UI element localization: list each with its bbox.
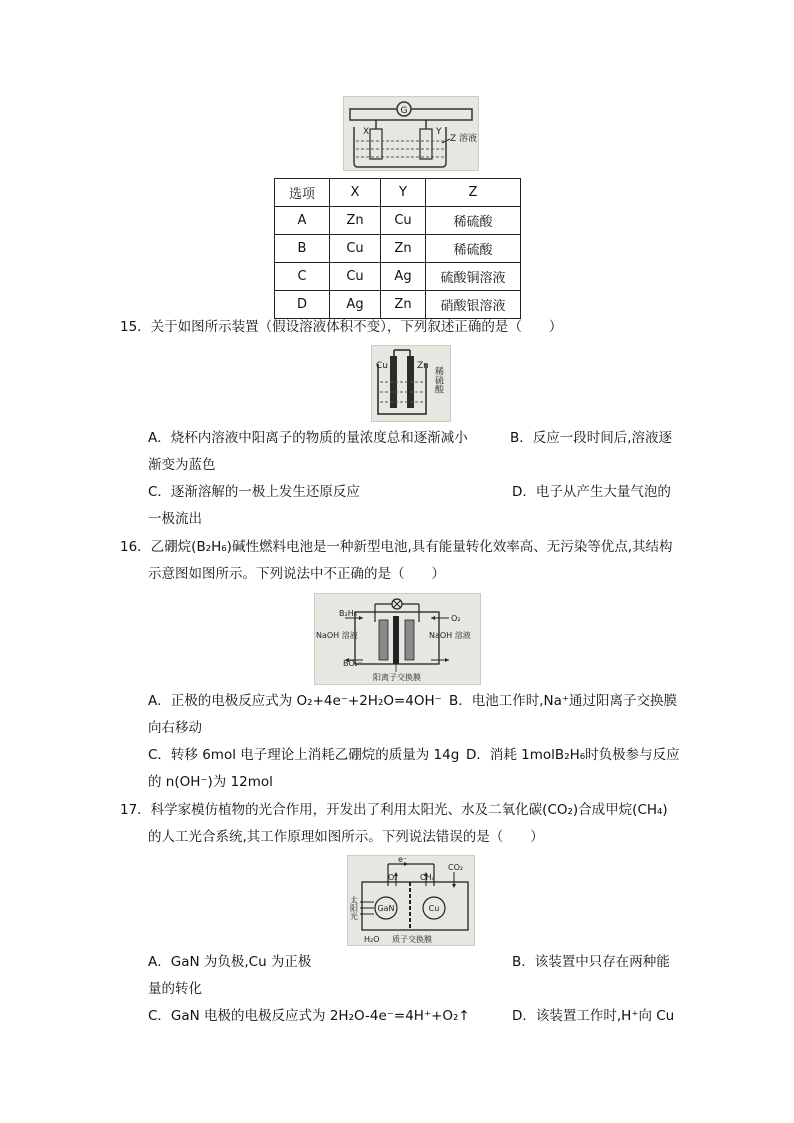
table-cell: 硝酸银溶液 (426, 291, 521, 319)
table-cell: Zn (381, 291, 426, 319)
question-16-stem-2: 示意图如图所示。下列说法中不正确的是（ ） (148, 566, 445, 582)
table-cell: C (275, 263, 330, 291)
table-cell: Ag (381, 263, 426, 291)
gan-electrode-label: GaN (377, 904, 395, 913)
table-cell: 稀硫酸 (426, 235, 521, 263)
zn-electrode-label: Zn (417, 361, 429, 371)
figure-artificial-photosynthesis (347, 855, 475, 946)
q15-option-c: C．逐渐溶解的一极上发生还原反应 (148, 484, 360, 500)
electron-label: e⁻ (398, 856, 408, 864)
q15-option-b-cont: 渐变为蓝色 (148, 457, 216, 473)
o2-product-label: O₂ (388, 873, 398, 882)
table-header-cell: Y (381, 179, 426, 207)
q15-option-d-cont: 一极流出 (148, 511, 202, 527)
q16-option-d: D．消耗 1molB₂H₆时负极参与反应 (466, 747, 680, 763)
cation-membrane-label: 阳离子交换膜 (373, 673, 421, 682)
q15-option-d: D．电子从产生大量气泡的 (512, 484, 671, 500)
q17-option-d: D．该装置工作时,H⁺向 Cu (512, 1008, 675, 1024)
q17-option-a: A．GaN 为负极,Cu 为正极 (148, 954, 312, 970)
naoh-right-label: NaOH 溶液 (429, 631, 471, 640)
table-cell: Zn (330, 207, 381, 235)
cu-electrode-label: Cu (428, 904, 440, 913)
table-cell: Cu (330, 235, 381, 263)
q16-option-a: A．正极的电极反应式为 O₂+4e⁻+2H₂O=4OH⁻ (148, 693, 442, 709)
question-15-stem: 15．关于如图所示装置（假设溶液体积不变），下列叙述正确的是（ ） (120, 319, 563, 335)
sunlight-label: 太阳光 (349, 896, 359, 920)
o2-inlet-label: O₂ (451, 614, 461, 623)
table-row (275, 235, 521, 263)
proton-membrane-label: 质子交换膜 (392, 935, 432, 944)
q17-option-b-cont: 量的转化 (148, 981, 202, 997)
table-cell: 硫酸铜溶液 (426, 263, 521, 291)
options-table (274, 178, 521, 319)
bo2-outlet-label: BO₂⁻ (343, 659, 363, 668)
co2-inlet-label: CO₂ (448, 863, 464, 872)
ch4-product-label: CH₄ (420, 873, 435, 882)
table-row (275, 263, 521, 291)
solution-z-label: Z 溶液 (450, 134, 478, 144)
dilute-sulfuric-acid-label: 稀硫酸 (433, 366, 443, 394)
table-header-cell: X (330, 179, 381, 207)
q16-option-d-cont: 的 n(OH⁻)为 12mol (148, 774, 273, 790)
table-cell: Ag (330, 291, 381, 319)
electrode-x-label: X (363, 127, 370, 137)
electrode-y-label: Y (436, 127, 442, 137)
water-label: H₂O (364, 935, 380, 944)
question-17-stem-2: 的人工光合系统,其工作原理如图所示。下列说法错误的是（ ） (148, 829, 544, 845)
table-cell: Cu (330, 263, 381, 291)
table-cell: B (275, 235, 330, 263)
figure-b2h6-fuel-cell (314, 593, 481, 685)
question-17-stem-1: 17．科学家模仿植物的光合作用，开发出了利用太阳光、水及二氧化碳(CO₂)合成甲烷(CH₄) (120, 802, 668, 818)
figure-cu-zn-cell (371, 345, 451, 422)
table-header-row (275, 179, 521, 207)
q16-option-c: C．转移 6mol 电子理论上消耗乙硼烷的质量为 14g (148, 747, 460, 763)
table-header-cell: Z (426, 179, 521, 207)
q15-option-b: B．反应一段时间后,溶液逐 (510, 430, 673, 446)
q17-option-c: C．GaN 电极的电极反应式为 2H₂O-4e⁻=4H⁺+O₂↑ (148, 1008, 470, 1024)
q16-option-b-cont: 向右移动 (148, 720, 202, 736)
naoh-left-label: NaOH 溶液 (316, 631, 358, 640)
table-cell: A (275, 207, 330, 235)
q16-option-b: B．电池工作时,Na⁺通过阳离子交换膜 (449, 693, 678, 709)
table-cell: 稀硫酸 (426, 207, 521, 235)
table-cell: Zn (381, 235, 426, 263)
question-16-stem-1: 16．乙硼烷(B₂H₆)碱性燃料电池是一种新型电池,具有能量转化效率高、无污染等优点,其结构 (120, 539, 673, 555)
table-row (275, 207, 521, 235)
b2h6-inlet-label: B₂H₆ (339, 609, 357, 618)
figure-galvanic-cell (343, 96, 479, 171)
table-header-cell: 选项 (275, 179, 330, 207)
q15-option-a: A．烧杯内溶液中阳离子的物质的量浓度总和逐渐减小 (148, 430, 468, 446)
table-cell: D (275, 291, 330, 319)
cu-electrode-label: Cu (376, 361, 388, 371)
table-cell: Cu (381, 207, 426, 235)
q17-option-b: B．该装置中只存在两种能 (512, 954, 670, 970)
galvanometer-label: G (400, 106, 408, 116)
